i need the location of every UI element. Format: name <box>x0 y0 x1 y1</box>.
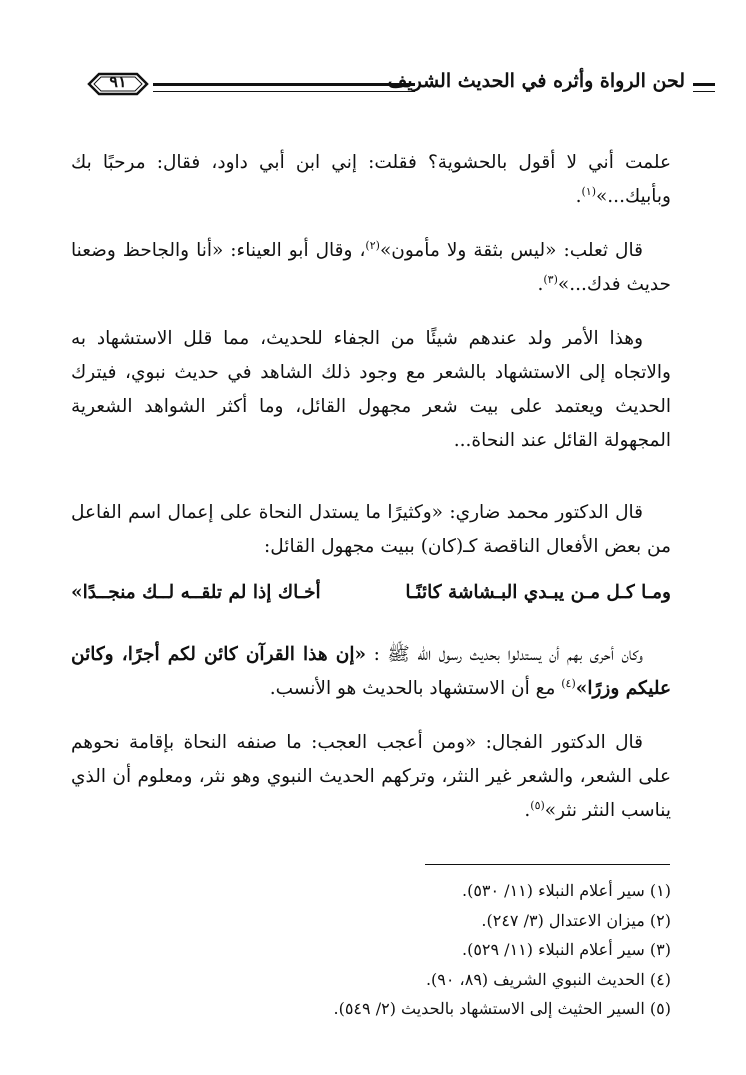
footnote-ref-1[interactable]: (١) <box>581 184 596 198</box>
page-number: ٩١ <box>109 72 127 91</box>
running-title: لحن الرواة وأثره في الحديث الشريف <box>387 70 685 92</box>
paragraph-6-text: قال الدكتور الفجال: «ومن أعجب العجب: ما صنفه النحاة بإقامة نحوهم على الشعر، والشعر غير النثر، وتركهم الحديث النبوي وهو نثر، ومعلوم أن الذي يناسب النثر نثر» <box>71 732 671 821</box>
header-rule <box>153 83 415 92</box>
footnotes <box>71 876 671 1024</box>
verse-hemistich-1: ومـا كـل مـن يبـدي البـشاشة كائنًـا <box>405 582 671 603</box>
paragraph-5 <box>71 638 671 706</box>
page-number-frame <box>85 70 151 98</box>
verse-hemistich-2: أخـاك إذا لم تلقــه لــك منجــدًا» <box>71 582 321 603</box>
footnote-ref-4[interactable]: (٤) <box>561 676 576 690</box>
paragraph-3-text: وهذا الأمر ولد عندهم شيئًا من الجفاء للحديث، مما قلل الاستشهاد به والاتجاه إلى الاستشهاد بالشعر مع وجود ذلك الشاهد في حديث نبوي، فيترك الحديث ويعتمد على بيت شعر مجهول القائل، وما أكثر الشواهد الشعرية المجهولة القائل عند النحاة... <box>71 328 671 451</box>
footnote-ref-5[interactable]: (٥) <box>530 798 545 812</box>
footnote-ref-3[interactable]: (٣) <box>543 272 558 286</box>
footnote-3: (٣) سير أعلام النبلاء (١١/ ٥٢٩). <box>461 940 671 959</box>
paragraph-5-text-b: مع أن الاستشهاد بالحديث هو الأنسب. <box>269 678 562 699</box>
footnote-5: (٥) السير الحثيث إلى الاستشهاد بالحديث (٢/ ٥٤٩). <box>333 999 671 1018</box>
paragraph-1-text: علمت أني لا أقول بالحشوية؟ فقلت: إني ابن أبي داود، فقال: مرحبًا بك وبأبيك...» <box>71 152 671 207</box>
footnote-4: (٤) الحديث النبوي الشريف (٨٩، ٩٠). <box>425 969 671 989</box>
paragraph-4 <box>71 496 671 564</box>
paragraph-2: قال ثعلب: «ليس بثقة ولا مأمون»$^{(٢)}$، وقال أبو العيناء: «أنا والجاحظ وضعنا حديث فدك...»$^{(٣)}$. <box>71 238 671 295</box>
paragraph-5-text-a: وكان أحرى بهم أن يستدلوا بحديث رسول الله ﷺ : <box>366 644 643 665</box>
footnote-1: (١) سير أعلام النبلاء (١١/ ٥٣٠). <box>461 881 671 900</box>
paragraph-1: علمت أني لا أقول بالحشوية؟ فقلت: إني ابن أبي داود، فقال: مرحبًا بك وبأبيك...»$^{(١)}$. <box>71 152 671 207</box>
paragraph-2-text-b: ، وقال أبو العيناء: «أنا والجاحظ وضعنا حديث فدك...» <box>71 240 671 295</box>
poetry-verse <box>71 582 671 616</box>
paragraph-6: قال الدكتور الفجال: «ومن أعجب العجب: ما صنفه النحاة بإقامة نحوهم على الشعر، والشعر غير النثر، وتركهم الحديث النبوي وهو نثر، ومعلوم أن الذي يناسب النثر نثر»$^{(٥)}$. <box>71 732 671 821</box>
footnote-separator <box>425 864 670 865</box>
paragraph-2-text-a: قال ثعلب: «ليس بثقة ولا مأمون» <box>379 240 643 261</box>
footnote-2: (٢) ميزان الاعتدال (٣/ ٢٤٧). <box>481 910 671 930</box>
paragraph-4-text: قال الدكتور محمد ضاري: «وكثيرًا ما يستدل النحاة على إعمال اسم الفاعل من بعض الأفعال الناقصة كـ(كان) ببيت مجهول القائل: <box>71 502 671 557</box>
running-header <box>75 60 685 116</box>
footnote-ref-2[interactable]: (٢) <box>365 238 380 252</box>
paragraph-3 <box>71 322 671 458</box>
hadith-quote: «إن هذا القرآن كائن لكم أجرًا، وكائن عليكم وزرًا» <box>71 644 671 699</box>
header-rule-short <box>693 83 715 92</box>
